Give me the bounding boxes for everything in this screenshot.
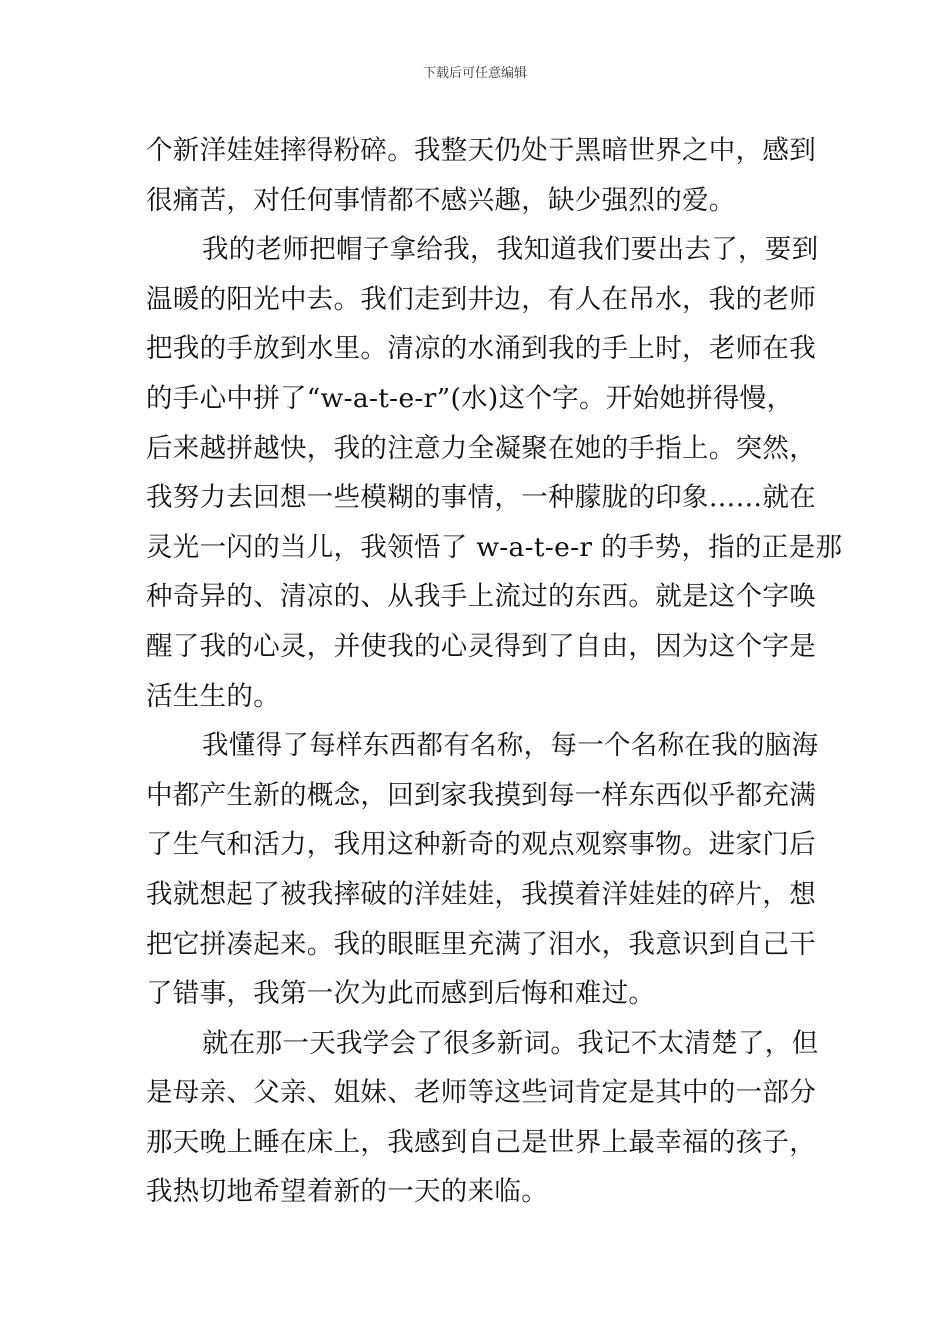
text-line: 我努力去回想一些模糊的事情，一种朦胧的印象……就在 <box>146 482 816 514</box>
text-line: 把它拼凑起来。我的眼眶里充满了泪水，我意识到自己干 <box>146 928 816 960</box>
text-line: 了生气和活力，我用这种新奇的观点观察事物。进家门后 <box>146 829 816 861</box>
paragraph-first-line: 就在那一天我学会了很多新词。我记不太清楚了，但 <box>202 1027 819 1059</box>
text-line: 是母亲、父亲、姐妹、老师等这些词肯定是其中的一部分 <box>146 1077 816 1109</box>
text-line: 我就想起了被我摔破的洋娃娃，我摸着洋娃娃的碎片，想 <box>146 878 816 910</box>
text-line: 个新洋娃娃摔得粉碎。我整天仍处于黑暗世界之中，感到 <box>146 135 816 166</box>
text-line: 中都产生新的概念，回到家我摸到每一样东西似乎都充满 <box>146 779 816 811</box>
paragraph-first-line: 我的老师把帽子拿给我，我知道我们要出去了，要到 <box>202 234 819 266</box>
document-body <box>146 126 843 1217</box>
text-line: 醒了我的心灵，并使我的心灵得到了自由，因为这个字是 <box>146 630 816 662</box>
text-line: 很痛苦，对任何事情都不感兴趣，缺少强烈的爱。 <box>146 184 736 216</box>
text-line: 那天晚上睡在床上，我感到自己是世界上最幸福的孩子， <box>146 1126 816 1158</box>
text-line: 活生生的。 <box>146 680 280 712</box>
paragraph-first-line: 我懂得了每样东西都有名称，每一个名称在我的脑海 <box>202 730 819 762</box>
text-line: 我热切地希望着新的一天的来临。 <box>146 1176 548 1208</box>
text-line: 灵光一闪的当儿，我领悟了 w-a-t-e-r 的手势，指的正是那 <box>146 531 843 563</box>
text-line: 的手心中拼了“w-a-t-e-r”(水)这个字。开始她拼得慢， <box>146 382 794 414</box>
text-line: 了错事，我第一次为此而感到后悔和难过。 <box>146 978 656 1010</box>
text-line: 种奇异的、清凉的、从我手上流过的东西。就是这个字唤 <box>146 581 816 613</box>
text-line: 后来越拼越快，我的注意力全凝聚在她的手指上。突然， <box>146 432 816 464</box>
text-line: 温暖的阳光中去。我们走到井边，有人在吊水，我的老师 <box>146 283 816 315</box>
text-line: 把我的手放到水里。清凉的水涌到我的手上时，老师在我 <box>146 333 816 365</box>
page-header-note: 下载后可任意编辑 <box>422 66 527 81</box>
